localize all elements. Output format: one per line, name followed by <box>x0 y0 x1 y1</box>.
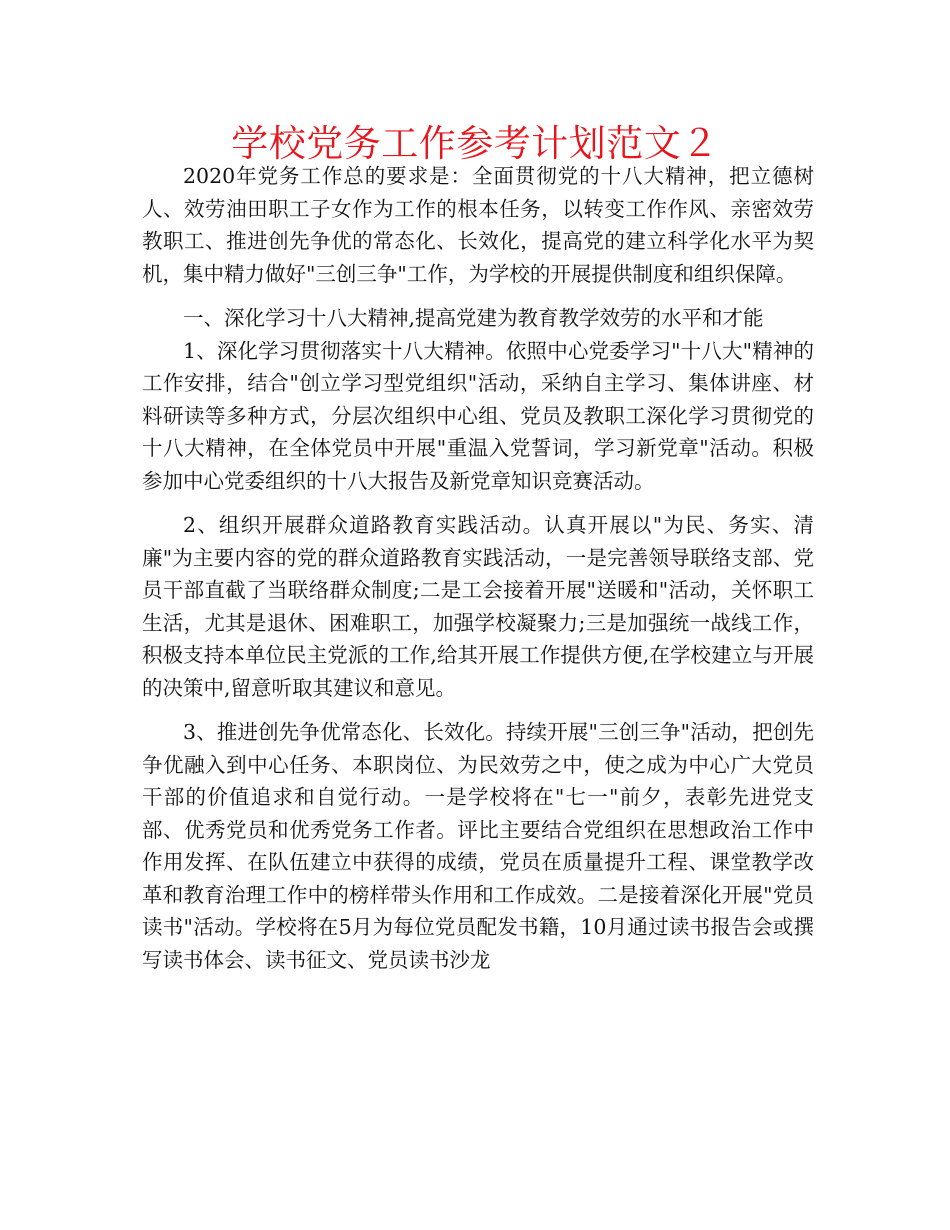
section-heading-1: 一、深化学习十八大精神,提高党建为教育教学效劳的水平和才能 <box>183 306 764 330</box>
document-body <box>142 160 814 976</box>
paragraph-item-3: 3、推进创先争优常态化、长效化。持续开展"三创三争"活动，把创先争优融入到中心任务、本职岗位、为民效劳之中，使之成为中心广大党员干部的价值追求和自觉行动。一是学校将在"七一"前夕，表彰先进党支部、优秀党员和优秀党务工作者。评比主要结合党组织在思想政治工作中作用发挥、在队伍建立中获得的成绩，党员在质量提升工程、课堂教学改革和教育治理工作中的榜样带头作用和工作成效。二是接着深化开展"党员读书"活动。学校将在5月为每位党员配发书籍，10月通过读书报告会或撰写读书体会、读书征文、党员读书沙龙 <box>142 720 814 972</box>
paragraph-item-1: 1、深化学习贯彻落实十八大精神。依照中心党委学习"十八大"精神的工作安排，结合"创立学习型党组织"活动，采纳自主学习、集体讲座、材料研读等多种方式，分层次组织中心组、党员及教职工深化学习贯彻党的十八大精神，在全体党员中开展"重温入党誓词，学习新党章"活动。积极参加中心党委组织的十八大报告及新党章知识竞赛活动。 <box>142 338 814 493</box>
paragraph-intro: 2020年党务工作总的要求是：全面贯彻党的十八大精神，把立德树人、效劳油田职工子女作为工作的根本任务，以转变工作作风、亲密效劳教职工、推进创先争优的常态化、长效化，提高党的建立科学化水平为契机，集中精力做好"三创三争"工作，为学校的开展提供制度和组织保障。 <box>142 164 814 286</box>
paragraph-item-2: 2、组织开展群众道路教育实践活动。认真开展以"为民、务实、清廉"为主要内容的党的群众道路教育实践活动，一是完善领导联络支部、党员干部直截了当联络群众制度;二是工会接着开展"送暖和"活动，关怀职工生活，尤其是退休、困难职工，加强学校凝聚力;三是加强统一战线工作，积极支持本单位民主党派的工作,给其开展工作提供方便,在学校建立与开展的决策中,留意听取其建议和意见。 <box>142 513 814 700</box>
document-title: 学校党务工作参考计划范文２ <box>231 122 719 165</box>
